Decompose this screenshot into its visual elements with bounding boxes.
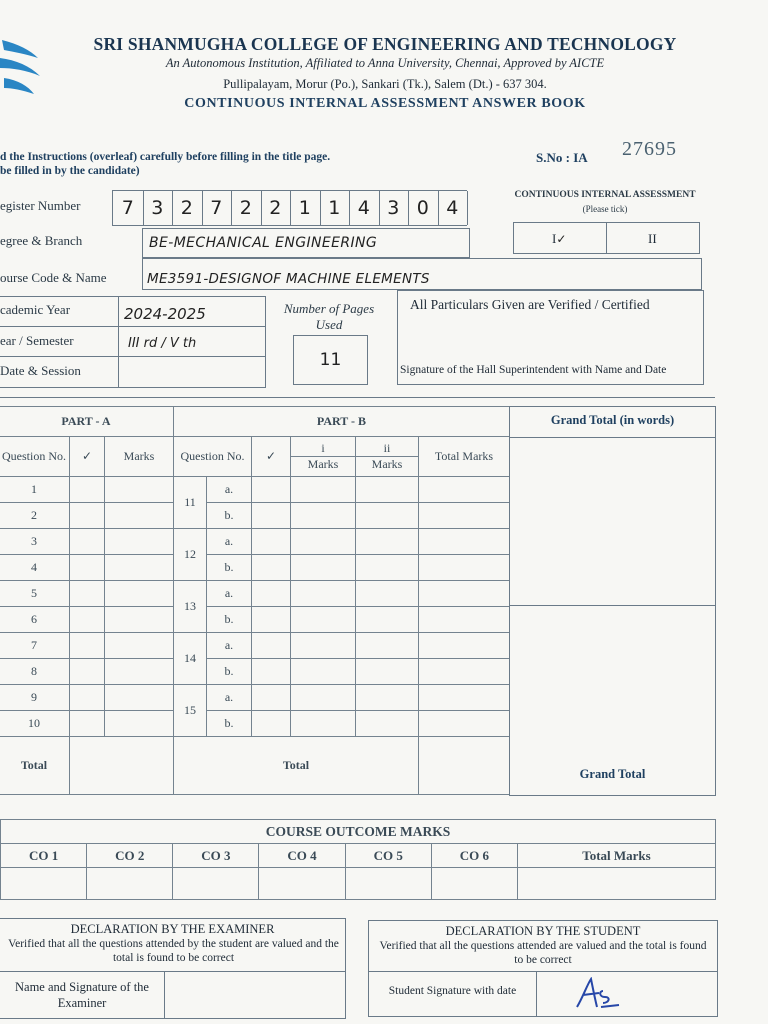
part-b-ii-marks-cell[interactable] xyxy=(356,477,419,503)
instruction-line-1: d the Instructions (overleaf) carefully before filling in the title page. xyxy=(0,151,331,163)
part-b-i-marks-cell[interactable] xyxy=(291,711,356,737)
part-b-question-no: 15 xyxy=(174,685,207,737)
part-b-ii-marks-cell[interactable] xyxy=(356,529,419,555)
part-b-i-marks-cell[interactable] xyxy=(291,685,356,711)
student-signature-label: Student Signature with date xyxy=(388,985,517,997)
part-b-tick-cell[interactable] xyxy=(252,503,291,529)
part-b-ii-marks-cell[interactable] xyxy=(356,503,419,529)
grand-total-label: Grand Total xyxy=(579,767,646,781)
verification-box xyxy=(397,290,704,385)
year-semester-label: ear / Semester xyxy=(0,333,74,348)
part-b-i-marks-cell[interactable] xyxy=(291,529,356,555)
year-semester-value[interactable]: III rd / V th xyxy=(128,336,197,351)
part-a-tick-cell[interactable] xyxy=(70,477,105,503)
cia-tick-mark: ✓ xyxy=(556,232,567,246)
part-b-sub-question: a. xyxy=(207,529,252,555)
part-a-marks-cell[interactable] xyxy=(105,711,174,737)
part-b-i-marks-cell[interactable] xyxy=(291,477,356,503)
part-b-ii-marks-cell[interactable] xyxy=(356,685,419,711)
co-header: CO 2 xyxy=(87,844,173,868)
book-title: CONTINUOUS INTERNAL ASSESSMENT ANSWER BOOK xyxy=(184,96,586,111)
part-b-tick-cell[interactable] xyxy=(252,529,291,555)
co-value-cell[interactable] xyxy=(1,868,87,900)
marks-row xyxy=(0,503,510,529)
part-b-tick-cell[interactable] xyxy=(252,659,291,685)
part-a-total-cell[interactable] xyxy=(70,737,174,795)
register-digit: 0 xyxy=(408,191,439,225)
part-b-total-cell[interactable] xyxy=(419,659,510,685)
instruction-line-2: be filled in by the candidate) xyxy=(0,165,140,177)
part-b-tick-cell[interactable] xyxy=(252,685,291,711)
part-b-ii-marks-cell[interactable] xyxy=(356,555,419,581)
part-b-question-no: 13 xyxy=(174,581,207,633)
examiner-declaration-title: DECLARATION BY THE EXAMINER xyxy=(70,922,275,936)
course-outcome-title: COURSE OUTCOME MARKS xyxy=(1,820,716,844)
examiner-declaration-text: Verified that all the questions attended by the student are valued and the total is found to be correct xyxy=(8,938,339,964)
col-ii-marks-label: Marks xyxy=(356,456,418,472)
part-b-total-header: Total Marks xyxy=(419,437,510,477)
part-b-total-cell[interactable] xyxy=(419,711,510,737)
part-a-tick-cell[interactable] xyxy=(70,503,105,529)
course-label: ourse Code & Name xyxy=(0,270,107,285)
part-a-question-no: 6 xyxy=(0,607,70,633)
part-b-sub-question: b. xyxy=(207,503,252,529)
co-value-cell[interactable] xyxy=(431,868,517,900)
course-outcome-table xyxy=(0,819,716,900)
co-value-cell[interactable] xyxy=(87,868,173,900)
part-a-marks-cell[interactable] xyxy=(105,581,174,607)
part-a-marks-cell[interactable] xyxy=(105,633,174,659)
register-digit: 2 xyxy=(172,191,203,225)
pages-used-value: 11 xyxy=(319,350,342,370)
marks-table xyxy=(0,406,510,795)
serial-number: 27695 xyxy=(622,138,677,160)
cia-option-1-label: I xyxy=(552,231,557,246)
part-a-question-no: 3 xyxy=(0,529,70,555)
part-b-question-header: Question No. xyxy=(174,437,252,477)
co-header: CO 4 xyxy=(259,844,345,868)
part-b-total-cell[interactable] xyxy=(419,607,510,633)
co-value-cell[interactable] xyxy=(173,868,259,900)
marks-row xyxy=(0,529,510,555)
examiner-signature-label: Name and Signature of the Examiner xyxy=(15,980,149,1010)
hall-superintendent-signature: Signature of the Hall Superintendent with Name and Date xyxy=(400,364,667,376)
co-header: Total Marks xyxy=(517,844,715,868)
marks-row xyxy=(0,581,510,607)
part-a-tick-cell[interactable] xyxy=(70,607,105,633)
part-a-marks-cell[interactable] xyxy=(105,555,174,581)
degree-branch-value: BE-MECHANICAL ENGINEERING xyxy=(149,235,378,251)
marks-row xyxy=(0,607,510,633)
part-a-question-no: 2 xyxy=(0,503,70,529)
part-b-tick-cell[interactable] xyxy=(252,477,291,503)
part-b-total-cell[interactable] xyxy=(419,503,510,529)
co-header: CO 6 xyxy=(431,844,517,868)
col-i-label: i xyxy=(321,441,325,455)
part-b-question-no: 14 xyxy=(174,633,207,685)
verification-text: All Particulars Given are Verified / Certified xyxy=(410,297,650,312)
examiner-declaration xyxy=(0,918,346,1019)
register-digit: 3 xyxy=(143,191,174,225)
part-a-tick-cell[interactable] xyxy=(70,685,105,711)
academic-year-label: cademic Year xyxy=(0,302,71,317)
part-b-i-marks-cell[interactable] xyxy=(291,581,356,607)
register-number-label: egister Number xyxy=(0,198,81,213)
part-a-tick-cell[interactable] xyxy=(70,555,105,581)
part-a-question-no: 4 xyxy=(0,555,70,581)
part-b-sub-question: a. xyxy=(207,633,252,659)
marks-row xyxy=(0,633,510,659)
marks-row xyxy=(0,555,510,581)
pages-used-label: Number of Pages Used xyxy=(283,301,375,332)
part-a-question-no: 9 xyxy=(0,685,70,711)
register-digit: 1 xyxy=(290,191,321,225)
part-a-marks-cell[interactable] xyxy=(105,659,174,685)
student-declaration-text: Verified that all the questions attended are valued and the total is found to be correct xyxy=(379,940,707,966)
co-value-cell[interactable] xyxy=(259,868,345,900)
part-b-ii-marks-cell[interactable] xyxy=(356,607,419,633)
part-b-header: PART - B xyxy=(174,407,510,437)
part-b-tick-cell[interactable] xyxy=(252,607,291,633)
part-b-total-cell[interactable] xyxy=(419,685,510,711)
grand-total-words-label: Grand Total (in words) xyxy=(550,413,675,427)
cia-tick-box xyxy=(513,222,700,254)
part-b-sub-question: b. xyxy=(207,659,252,685)
student-signature-icon xyxy=(573,977,623,1011)
register-digit: 2 xyxy=(261,191,292,225)
part-a-tick-cell[interactable] xyxy=(70,659,105,685)
part-b-sub-question: a. xyxy=(207,477,252,503)
part-b-ii-marks-cell[interactable] xyxy=(356,659,419,685)
student-declaration-title: DECLARATION BY THE STUDENT xyxy=(445,924,641,938)
part-a-total-label: Total xyxy=(0,737,70,795)
co-header: CO 3 xyxy=(173,844,259,868)
part-b-tick-cell[interactable] xyxy=(252,555,291,581)
part-b-i-marks-cell[interactable] xyxy=(291,659,356,685)
part-b-ii-marks-cell[interactable] xyxy=(356,633,419,659)
cia-option-2[interactable]: II xyxy=(648,231,657,246)
register-digit: 4 xyxy=(438,191,469,225)
part-b-total-cell[interactable] xyxy=(419,581,510,607)
part-b-sub-question: b. xyxy=(207,607,252,633)
part-b-total-cell[interactable] xyxy=(419,555,510,581)
course-value: ME3591-DESIGNOF MACHINE ELEMENTS xyxy=(147,271,430,287)
co-header: CO 5 xyxy=(345,844,431,868)
cia-subtitle: (Please tick) xyxy=(582,204,628,214)
part-a-tick-cell[interactable] xyxy=(70,529,105,555)
co-value-cell[interactable] xyxy=(345,868,431,900)
part-b-sub-question: b. xyxy=(207,555,252,581)
degree-branch-field[interactable] xyxy=(142,228,470,258)
part-b-i-header xyxy=(291,437,356,477)
part-b-sub-question: a. xyxy=(207,581,252,607)
part-b-tick-cell[interactable] xyxy=(252,711,291,737)
part-a-marks-cell[interactable] xyxy=(105,477,174,503)
part-b-total-label: Total xyxy=(174,737,419,795)
register-digit: 1 xyxy=(320,191,351,225)
register-digit: 3 xyxy=(379,191,410,225)
part-a-header: PART - A xyxy=(0,407,174,437)
part-a-question-no: 1 xyxy=(0,477,70,503)
grand-total-box xyxy=(509,406,716,796)
section-divider xyxy=(0,397,715,398)
part-b-sub-question: a. xyxy=(207,685,252,711)
part-b-ii-header xyxy=(356,437,419,477)
part-a-question-no: 10 xyxy=(0,711,70,737)
register-digit: 2 xyxy=(231,191,262,225)
part-b-ii-marks-cell[interactable] xyxy=(356,711,419,737)
part-a-question-header: Question No. xyxy=(0,437,70,477)
part-a-question-no: 8 xyxy=(0,659,70,685)
co-value-cell[interactable] xyxy=(517,868,715,900)
student-declaration xyxy=(368,920,718,1017)
co-header: CO 1 xyxy=(1,844,87,868)
register-number-boxes[interactable] xyxy=(112,190,467,226)
cia-option-1[interactable] xyxy=(552,231,566,247)
col-i-marks-label: Marks xyxy=(291,456,355,472)
register-digit: 4 xyxy=(349,191,380,225)
part-a-question-no: 7 xyxy=(0,633,70,659)
part-a-marks-cell[interactable] xyxy=(105,529,174,555)
part-a-tick-cell[interactable] xyxy=(70,581,105,607)
instructions xyxy=(0,150,330,178)
college-tagline: An Autonomous Institution, Affiliated to Anna University, Chennai, Approved by AICTE xyxy=(165,56,605,70)
serial-label: S.No : IA xyxy=(536,150,588,165)
part-b-total-cell[interactable] xyxy=(419,477,510,503)
part-a-question-no: 5 xyxy=(0,581,70,607)
part-b-sub-question: b. xyxy=(207,711,252,737)
marks-row xyxy=(0,477,510,503)
date-session-label: Date & Session xyxy=(0,363,81,378)
cia-title: CONTINUOUS INTERNAL ASSESSMENT xyxy=(514,190,696,200)
part-b-i-marks-cell[interactable] xyxy=(291,607,356,633)
register-digit: 7 xyxy=(202,191,233,225)
part-a-tick-cell[interactable] xyxy=(70,633,105,659)
degree-branch-label: egree & Branch xyxy=(0,233,83,248)
part-b-total-cell[interactable] xyxy=(419,633,510,659)
marks-row xyxy=(0,659,510,685)
part-a-marks-header: Marks xyxy=(105,437,174,477)
part-a-marks-cell[interactable] xyxy=(105,503,174,529)
part-b-i-marks-cell[interactable] xyxy=(291,633,356,659)
part-a-marks-cell[interactable] xyxy=(105,685,174,711)
part-a-marks-cell[interactable] xyxy=(105,607,174,633)
part-a-tick-header: ✓ xyxy=(70,437,105,477)
part-b-ii-marks-cell[interactable] xyxy=(356,581,419,607)
part-b-i-marks-cell[interactable] xyxy=(291,555,356,581)
pages-used-box[interactable] xyxy=(293,335,368,385)
part-b-total-cell[interactable] xyxy=(419,529,510,555)
marks-row xyxy=(0,711,510,737)
college-address: Pullipalayam, Morur (Po.), Sankari (Tk.), Salem (Dt.) - 637 304. xyxy=(223,77,547,91)
part-b-total-cell[interactable] xyxy=(419,737,510,795)
part-b-tick-cell[interactable] xyxy=(252,633,291,659)
college-name: SRI SHANMUGHA COLLEGE OF ENGINEERING AND TECHNOLOGY xyxy=(93,34,677,54)
marks-row xyxy=(0,685,510,711)
academic-year-value[interactable]: 2024-2025 xyxy=(124,305,206,323)
total-row xyxy=(0,737,510,795)
part-a-tick-cell[interactable] xyxy=(70,711,105,737)
col-ii-label: ii xyxy=(383,441,391,455)
part-b-question-no: 11 xyxy=(174,477,207,529)
part-b-tick-cell[interactable] xyxy=(252,581,291,607)
register-digit: 7 xyxy=(113,191,144,225)
part-b-i-marks-cell[interactable] xyxy=(291,503,356,529)
part-b-question-no: 12 xyxy=(174,529,207,581)
course-field[interactable] xyxy=(142,258,702,290)
part-b-tick-header: ✓ xyxy=(252,437,291,477)
